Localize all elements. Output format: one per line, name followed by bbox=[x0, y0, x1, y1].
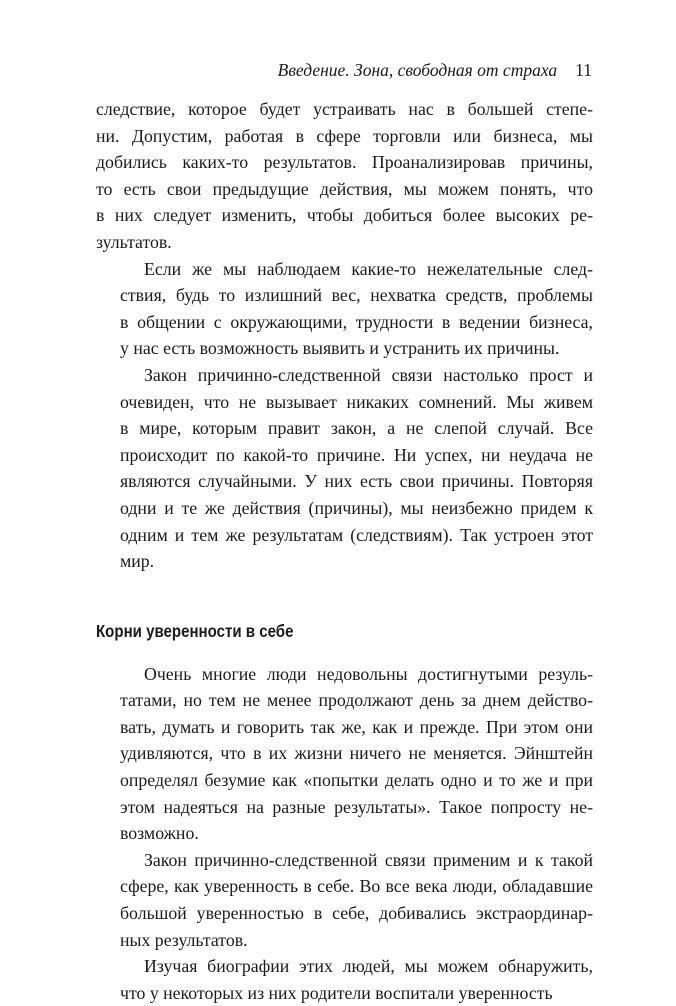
paragraph bbox=[96, 256, 593, 362]
section-heading: Корни уверенности в себе bbox=[96, 620, 294, 641]
page-number: 11 bbox=[575, 60, 592, 80]
text-line: что у некоторых из них родители воспитали уверенность bbox=[120, 982, 553, 1003]
text-line: следствие, которое будет устраивать нас в большей степе- bbox=[96, 99, 593, 119]
paragraph bbox=[96, 953, 593, 1006]
page-body bbox=[96, 96, 593, 1006]
text-line: татами, но тем не менее продолжают день за днем действо- bbox=[120, 690, 593, 711]
text-line: Изучая биографии этих людей, мы можем обнаружить, bbox=[144, 956, 593, 977]
top-paragraphs bbox=[96, 96, 593, 575]
text-line: сфере, как уверенность в себе. Во все века люди, обладавшие bbox=[120, 876, 593, 897]
text-line: вать, думать и говорить так же, как и прежде. При этом они bbox=[120, 716, 593, 737]
text-line: являются случайными. У них есть свои причины. Повторяя bbox=[120, 471, 593, 492]
text-line: то есть свои предыдущие действия, мы можем понять, что bbox=[96, 178, 593, 199]
text-line: удивляются, что в их жизни ничего не меняется. Эйнштейн bbox=[120, 743, 593, 764]
text-line: Закон причинно-следственной связи применим и к такой bbox=[144, 849, 593, 870]
paragraph bbox=[96, 847, 593, 953]
paragraph bbox=[96, 96, 593, 256]
text-line: мир. bbox=[120, 551, 155, 572]
paragraph bbox=[96, 362, 593, 575]
text-line: этом надеяться на разные результаты». Такое попросту не- bbox=[120, 796, 593, 817]
text-line: в мире, которым правит закон, а не слепой случай. Все bbox=[120, 418, 593, 439]
text-line: ни. Допустим, работая в сфере торговли или бизнеса, мы bbox=[96, 125, 593, 146]
text-line: ных результатов. bbox=[120, 929, 248, 950]
text-line: в общении с окружающими, трудности в ведении бизнеса, bbox=[120, 311, 593, 332]
text-line: определял безумие как «попытки делать одно и то же и при bbox=[120, 770, 593, 791]
bottom-paragraphs bbox=[96, 661, 593, 1006]
chapter-title: Введение. Зона, свободная от страха bbox=[277, 60, 558, 80]
text-line: происходит по какой-то причине. Ни успех, ни неудача не bbox=[120, 444, 593, 465]
text-line: зультатов. bbox=[96, 231, 172, 252]
running-header bbox=[278, 58, 592, 82]
text-line: Закон причинно-следственной связи настолько прост и bbox=[144, 364, 593, 385]
text-line: в них следует изменить, чтобы добиться более высоких ре- bbox=[96, 205, 593, 226]
text-line: большой уверенностью в себе, добивались экстраординар- bbox=[120, 903, 593, 924]
text-line: у нас есть возможность выявить и устранить их причины. bbox=[120, 338, 560, 359]
text-line: одни и те же действия (причины), мы неизбежно придем к bbox=[120, 497, 593, 518]
text-line: очевиден, что не вызывает никаких сомнений. Мы живем bbox=[120, 391, 593, 412]
paragraph bbox=[96, 661, 593, 847]
text-line: добились каких-то результатов. Проанализировав причины, bbox=[96, 152, 593, 173]
text-line: возможно. bbox=[120, 823, 199, 844]
text-line: ствия, будь то излишний вес, нехватка средств, проблемы bbox=[120, 285, 593, 306]
text-line: Если же мы наблюдаем какие-то нежелательные след- bbox=[144, 258, 593, 279]
text-line: Очень многие люди недовольны достигнутыми резуль- bbox=[144, 663, 593, 684]
text-line: одним и тем же результатам (следствиям). Так устроен этот bbox=[120, 524, 593, 545]
